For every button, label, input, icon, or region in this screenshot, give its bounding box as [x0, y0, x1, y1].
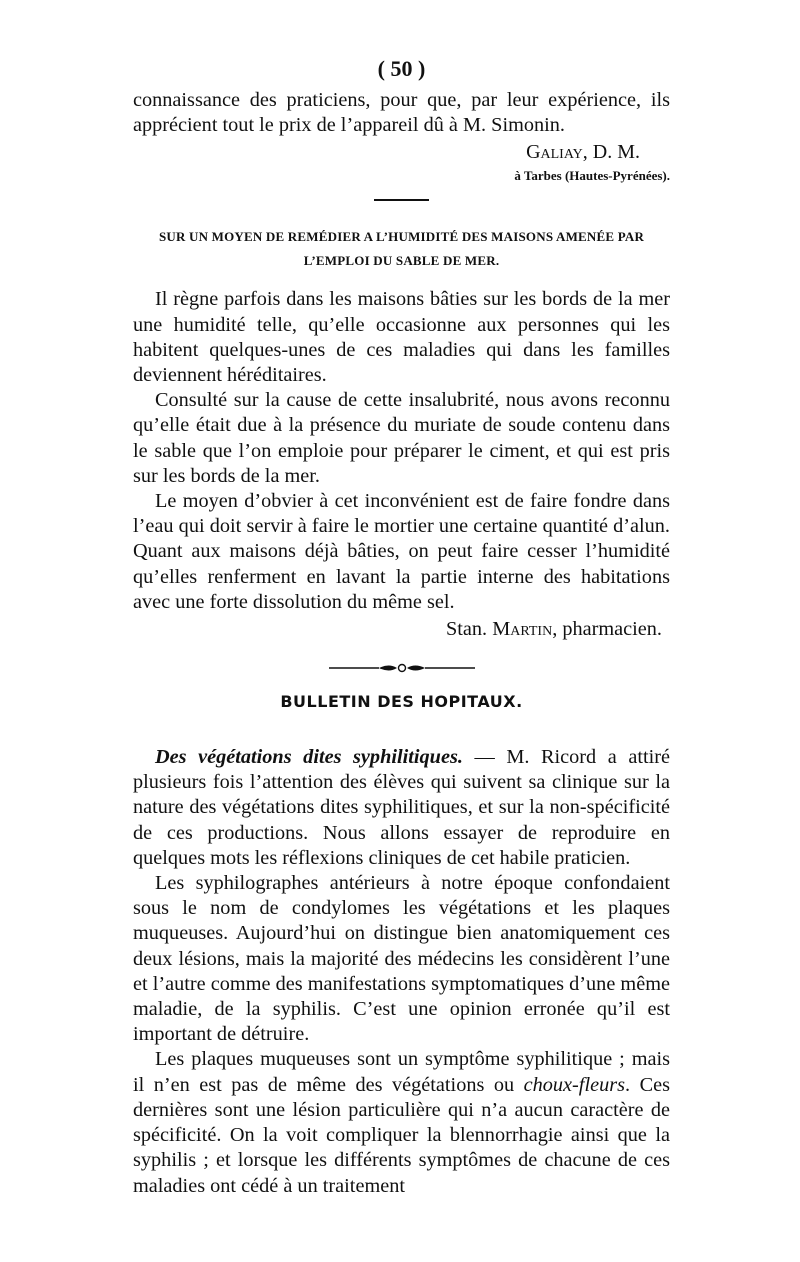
page: [133, 56, 670, 1199]
signature-name: Martin: [492, 618, 553, 641]
section-title: [133, 225, 670, 273]
section-paragraph-2: Consulté sur la cause de cette insalubrité, nous avons reconnu qu’elle était due à la présence du muriate de soude contenu dans le sable que l’on emploie pour préparer le ciment, et qui est pris sur les bords de la mer.: [133, 389, 670, 487]
pharmacist-signature: [133, 617, 670, 642]
section-title-line-2: L’EMPLOI DU SABLE DE MER.: [303, 253, 500, 269]
paragraph-3-part-a: Les plaques muqueuses sont un symptôme syphilitique ; mais il n’en est pas de même des végétations ou: [133, 1048, 670, 1096]
signature-prefix: Stan.: [446, 618, 488, 641]
article-lead-title: Des végétations dites syphilitiques.: [155, 746, 463, 769]
ornament-divider: [133, 660, 670, 676]
ornament-icon: [327, 660, 477, 676]
article-lead-text: — M. Ricord a attiré plusieurs fois l’attention des élèves qui suivent sa clinique sur la nature des végétations dites syphilitiques, et sur la non-spécificité de ces productions. Nous allons essayer de reproduire en quelques mots les réflexions cliniques de cet habile praticien.: [133, 746, 670, 869]
paragraph-3-italic: choux-fleurs: [523, 1073, 626, 1096]
continuation-paragraph: connaissance des praticiens, pour que, par leur expérience, ils apprécient tout le prix de l’appareil dû à M. Simonin.: [133, 89, 670, 137]
author-location: à Tarbes (Hautes-Pyrénées).: [514, 168, 670, 184]
section-paragraph-3: Le moyen d’obvier à cet inconvénient est de faire fondre dans l’eau qui doit servir à faire le mortier une certaine quantité d’alun. Quant aux maisons déjà bâties, on peut faire cesser l’humidité qu’elles renferment en lavant la partie interne des habitations avec une forte dissolution du même sel.: [133, 490, 670, 613]
signature-suffix: , pharmacien.: [552, 618, 662, 641]
page-number: ( 50 ): [377, 56, 426, 81]
section-paragraph-1: Il règne parfois dans les maisons bâties sur les bords de la mer une humidité telle, qu’elle occasionne aux personnes qui les habitent quelques-unes de ces maladies qui dans les familles deviennent héréditaires.: [133, 288, 670, 387]
bulletin-paragraph-2: Les syphilographes antérieurs à notre époque confondaient sous le nom de condylomes les végétations et les plaques muqueuses. Aujourd’hui on distingue bien anatomiquement ces deux lésions, mais la majorité des médecins les considèrent l’une et l’autre comme des manifestations symptomatiques d’une même maladie, de la syphilis. C’est une opinion erronée qu’il est important de détruire.: [133, 872, 670, 1046]
bulletin-paragraph-1: [133, 745, 670, 871]
paragraph-3-part-b: . Ces dernières sont une lésion particulière qui n’a aucun caractère de spécificité. On la voit compliquer la blennorrhagie ainsi que la syphilis ; et lorsque les différents symptômes de chacune de ces maladies ont cédé à un traitement: [133, 1073, 670, 1197]
bulletin-title: BULLETIN DES HOPITAUX.: [280, 692, 523, 712]
section-divider: [374, 199, 429, 201]
section-title-line-1: SUR UN MOYEN DE REMÉDIER A L’HUMIDITÉ DES MAISONS AMENÉE PAR: [158, 229, 645, 245]
author-name: Galiay, D. M.: [526, 141, 640, 164]
bulletin-paragraph-3: [133, 1047, 670, 1198]
author-signature: [133, 140, 670, 165]
